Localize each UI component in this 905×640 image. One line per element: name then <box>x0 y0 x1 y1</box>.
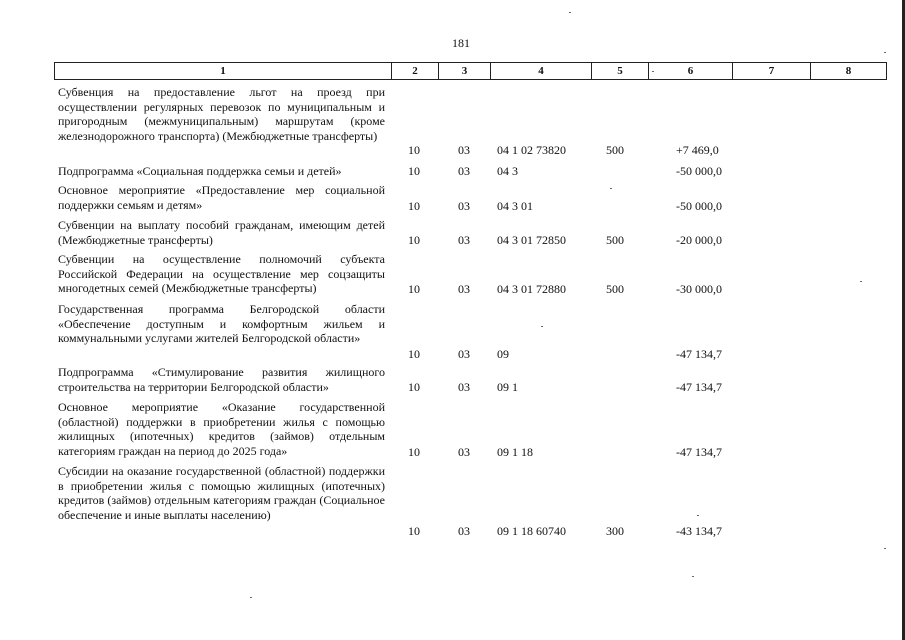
row-description: Субвенция на предоставление льгот на проезд при осуществлении регулярных перевозок по муниципальным и пригородным (межмуниципальным) маршрутам (кроме железнодорожного транспорта) (Межбюджетные трансферты) <box>58 85 385 143</box>
row-subsection: 03 <box>458 347 470 361</box>
column-header-3: 3 <box>439 63 491 79</box>
row-description: Основное мероприятие «Оказание государственной (областной) поддержки в приобретении жилья с помощью жилищных (ипотечных) кредитов (займов) отдельным категориям граждан на период до 2025 года» <box>58 400 385 458</box>
table-header-row <box>54 62 887 80</box>
column-header-7: 7 <box>733 63 811 79</box>
row-section: 10 <box>408 282 420 296</box>
row-section: 10 <box>408 233 420 247</box>
page-number: 181 <box>452 36 470 50</box>
scan-speck <box>652 71 654 72</box>
row-target: 04 1 02 73820 <box>497 143 566 157</box>
row-amount: -30 000,0 <box>676 282 722 296</box>
row-target: 04 3 01 <box>497 199 533 213</box>
row-description: Государственная программа Белгородской области «Обеспечение доступным и комфортным жильем и коммунальными услугами жителей Белгородской области» <box>58 302 385 346</box>
row-description: Подпрограмма «Социальная поддержка семьи и детей» <box>58 164 342 178</box>
scan-speck <box>884 548 886 549</box>
row-section: 10 <box>408 524 420 538</box>
row-description: Субсидии на оказание государственной (областной) поддержки в приобретении жилья с помощью жилищных (ипотечных) кредитов (займов) отдельным категориям граждан (Социальное обеспечение и иные выплаты населению) <box>58 464 385 522</box>
row-description: Субвенции на осуществление полномочий субъекта Российской Федерации на осуществление мер соцзащиты многодетных семей (Межбюджетные трансферты) <box>58 252 385 296</box>
scan-speck <box>541 326 543 327</box>
row-subsection: 03 <box>458 233 470 247</box>
row-target: 04 3 01 72850 <box>497 233 566 247</box>
row-amount: -50 000,0 <box>676 164 722 178</box>
row-amount: -50 000,0 <box>676 199 722 213</box>
row-target: 09 <box>497 347 509 361</box>
row-expense-type: 500 <box>606 143 624 157</box>
row-subsection: 03 <box>458 524 470 538</box>
row-section: 10 <box>408 347 420 361</box>
scan-speck <box>692 576 694 577</box>
column-header-1: 1 <box>55 63 392 79</box>
scan-speck <box>250 597 252 598</box>
row-section: 10 <box>408 143 420 157</box>
row-target: 04 3 <box>497 164 518 178</box>
scan-speck <box>569 12 571 13</box>
row-target: 04 3 01 72880 <box>497 282 566 296</box>
scan-speck <box>860 281 862 282</box>
column-header-8: 8 <box>845 65 852 77</box>
row-subsection: 03 <box>458 282 470 296</box>
row-amount: -43 134,7 <box>676 524 722 538</box>
row-amount: -47 134,7 <box>676 445 722 459</box>
row-expense-type: 500 <box>606 233 624 247</box>
row-amount: +7 469,0 <box>676 143 719 157</box>
row-section: 10 <box>408 445 420 459</box>
scan-speck <box>610 188 612 189</box>
row-target: 09 1 18 <box>497 445 533 459</box>
row-section: 10 <box>408 380 420 394</box>
row-amount: -20 000,0 <box>676 233 722 247</box>
column-header-4: 4 <box>491 63 592 79</box>
row-amount: -47 134,7 <box>676 347 722 361</box>
row-subsection: 03 <box>458 445 470 459</box>
scan-speck <box>884 52 886 53</box>
row-subsection: 03 <box>458 380 470 394</box>
row-subsection: 03 <box>458 164 470 178</box>
scan-speck <box>697 515 699 516</box>
column-header-6: 6 <box>649 63 733 79</box>
row-target: 09 1 18 60740 <box>497 524 566 538</box>
row-description: Основное мероприятие «Предоставление мер социальной поддержки семьям и детям» <box>58 183 385 212</box>
column-header-5: 5 <box>592 63 649 79</box>
row-section: 10 <box>408 164 420 178</box>
row-section: 10 <box>408 199 420 213</box>
column-header-2: 2 <box>392 63 439 79</box>
row-amount: -47 134,7 <box>676 380 722 394</box>
row-target: 09 1 <box>497 380 518 394</box>
row-description: Субвенции на выплату пособий гражданам, имеющим детей (Межбюджетные трансферты) <box>58 218 385 247</box>
row-expense-type: 500 <box>606 282 624 296</box>
row-description: Подпрограмма «Стимулирование развития жилищного строительства на территории Белгородской области» <box>58 365 385 394</box>
row-subsection: 03 <box>458 143 470 157</box>
row-subsection: 03 <box>458 199 470 213</box>
row-expense-type: 300 <box>606 524 624 538</box>
